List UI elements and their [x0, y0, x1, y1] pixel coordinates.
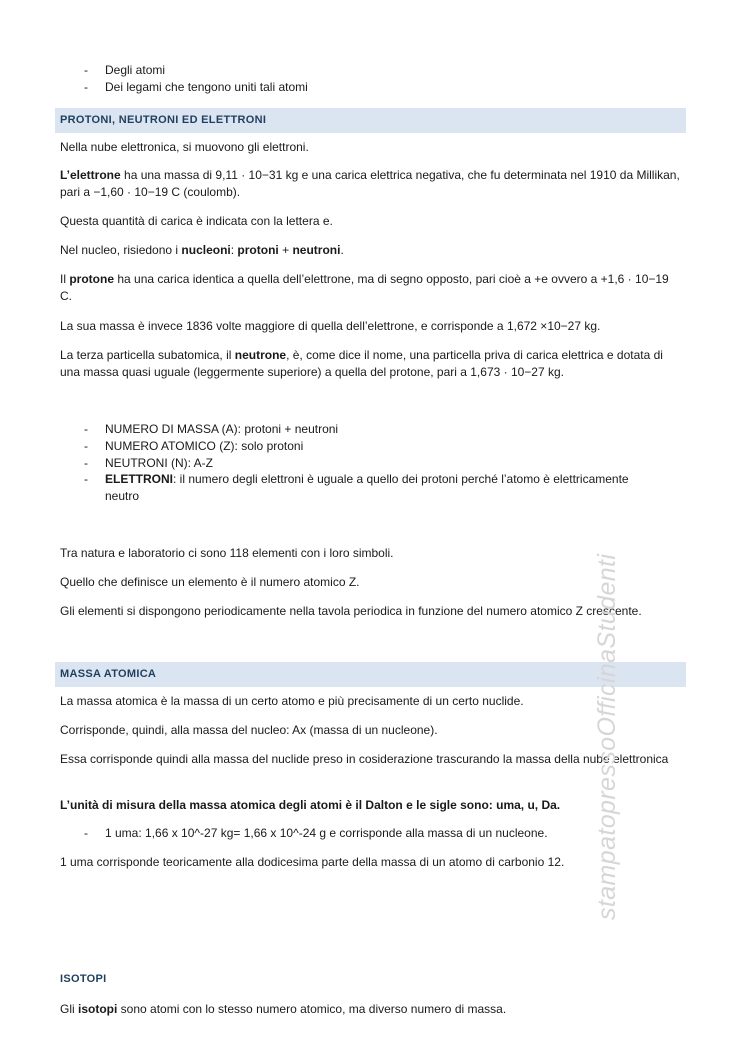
section-heading-massa-atomica: MASSA ATOMICA	[55, 662, 686, 687]
term-isotopi: isotopi	[78, 1002, 118, 1016]
list-item-text	[105, 471, 629, 488]
paragraph-text: ha una massa di 9,11 · 10−31 kg e una carica elettrica negativa, che fu determinata nel 1910 da Millikan, pari a −1,60 · 10−19 C (coulomb).	[60, 168, 680, 199]
bullet-dash: -	[84, 80, 88, 94]
bullet-dash: -	[84, 456, 88, 470]
bullet-dash: -	[84, 826, 88, 840]
paragraph-text: La terza particella subatomica, il	[60, 348, 235, 362]
paragraph-text: :	[230, 243, 238, 257]
paragraph: La sua massa è invece 1836 volte maggiore di quella dell’elettrone, e corrisponde a 1,672 ×10−27 kg.	[60, 319, 601, 333]
bullet-dash: -	[84, 422, 88, 436]
list-item-text: NUMERO ATOMICO (Z): solo protoni	[105, 439, 304, 453]
paragraph-text: ha una carica identica a quella dell’elettrone, ma di segno opposto, pari cioè a +e ovvero a +1,6 · 10−19 C.	[60, 272, 669, 303]
term-neutroni: neutroni	[292, 243, 341, 257]
paragraph: Corrisponde, quindi, alla massa del nucleo: Ax (massa di un nucleone).	[60, 723, 438, 737]
paragraph-neutrone	[60, 347, 680, 381]
list-item-text: neutro	[105, 489, 140, 503]
paragraph: Tra natura e laboratorio ci sono 118 elementi con i loro simboli.	[60, 546, 394, 560]
term-nucleoni: nucleoni	[181, 243, 231, 257]
paragraph-isotopi	[60, 1001, 680, 1018]
term-protoni: protoni	[237, 243, 279, 257]
paragraph-protone	[60, 271, 680, 305]
list-item-text: 1 uma: 1,66 x 10^-27 kg= 1,66 x 10^-24 g e corrisponde alla massa di un nucleone.	[105, 826, 548, 840]
watermark: stampatopressoOfficinaStudenti	[593, 553, 621, 920]
term-neutrone: neutrone	[234, 348, 287, 362]
list-item-text: : il numero degli elettroni è uguale a quello dei protoni perché l’atomo è elettricamente	[173, 472, 629, 486]
paragraph-text: , è, come dice il nome, una particella priva di carica elettrica e dotata di una massa quasi uguale (leggermente superiore) a quella del protone, pari a 1,673 · 10−27 kg.	[60, 348, 663, 379]
paragraph: 1 uma corrisponde teoricamente alla dodicesima parte della massa di un atomo di carbonio 12.	[60, 855, 565, 869]
section-heading-protoni: PROTONI, NEUTRONI ED ELETTRONI	[55, 108, 686, 133]
bullet-dash: -	[84, 439, 88, 453]
paragraph-text: Il	[60, 272, 70, 286]
paragraph-elettrone	[60, 167, 680, 201]
paragraph: Gli elementi si dispongono periodicamente nella tavola periodica in funzione del numero atomico Z crescente.	[60, 604, 642, 618]
list-item-text: NUMERO DI MASSA (A): protoni + neutroni	[105, 422, 339, 436]
paragraph-text: +	[278, 243, 293, 257]
term-elettrone: L’elettrone	[60, 168, 121, 182]
paragraph: Nella nube elettronica, si muovono gli elettroni.	[60, 140, 309, 154]
list-item-text: NEUTRONI (N): A-Z	[105, 456, 213, 470]
bullet-dash: -	[84, 472, 88, 486]
term-elettroni: ELETTRONI	[105, 472, 173, 486]
paragraph-text: .	[340, 243, 344, 257]
paragraph-text: sono atomi con lo stesso numero atomico, ma diverso numero di massa.	[117, 1002, 507, 1016]
list-item-text: Degli atomi	[105, 63, 166, 77]
paragraph-nucleo	[60, 242, 680, 259]
paragraph: Essa corrisponde quindi alla massa del nuclide preso in cosiderazione trascurando la massa della nube elettronica	[60, 752, 669, 766]
paragraph: La massa atomica è la massa di un certo atomo e più precisamente di un certo nuclide.	[60, 694, 524, 708]
paragraph-bold: L’unità di misura della massa atomica degli atomi è il Dalton e le sigle sono: uma, u, Da.	[60, 798, 561, 812]
list-item-text: Dei legami che tengono uniti tali atomi	[105, 80, 308, 94]
paragraph: Questa quantità di carica è indicata con la lettera e.	[60, 214, 333, 228]
section-heading-isotopi: ISOTOPI	[60, 973, 107, 985]
bullet-dash: -	[84, 63, 88, 77]
term-protone: protone	[69, 272, 115, 286]
paragraph-text: Gli	[60, 1002, 78, 1016]
paragraph-text: Nel nucleo, risiedono i	[60, 243, 182, 257]
paragraph: Quello che definisce un elemento è il numero atomico Z.	[60, 575, 360, 589]
